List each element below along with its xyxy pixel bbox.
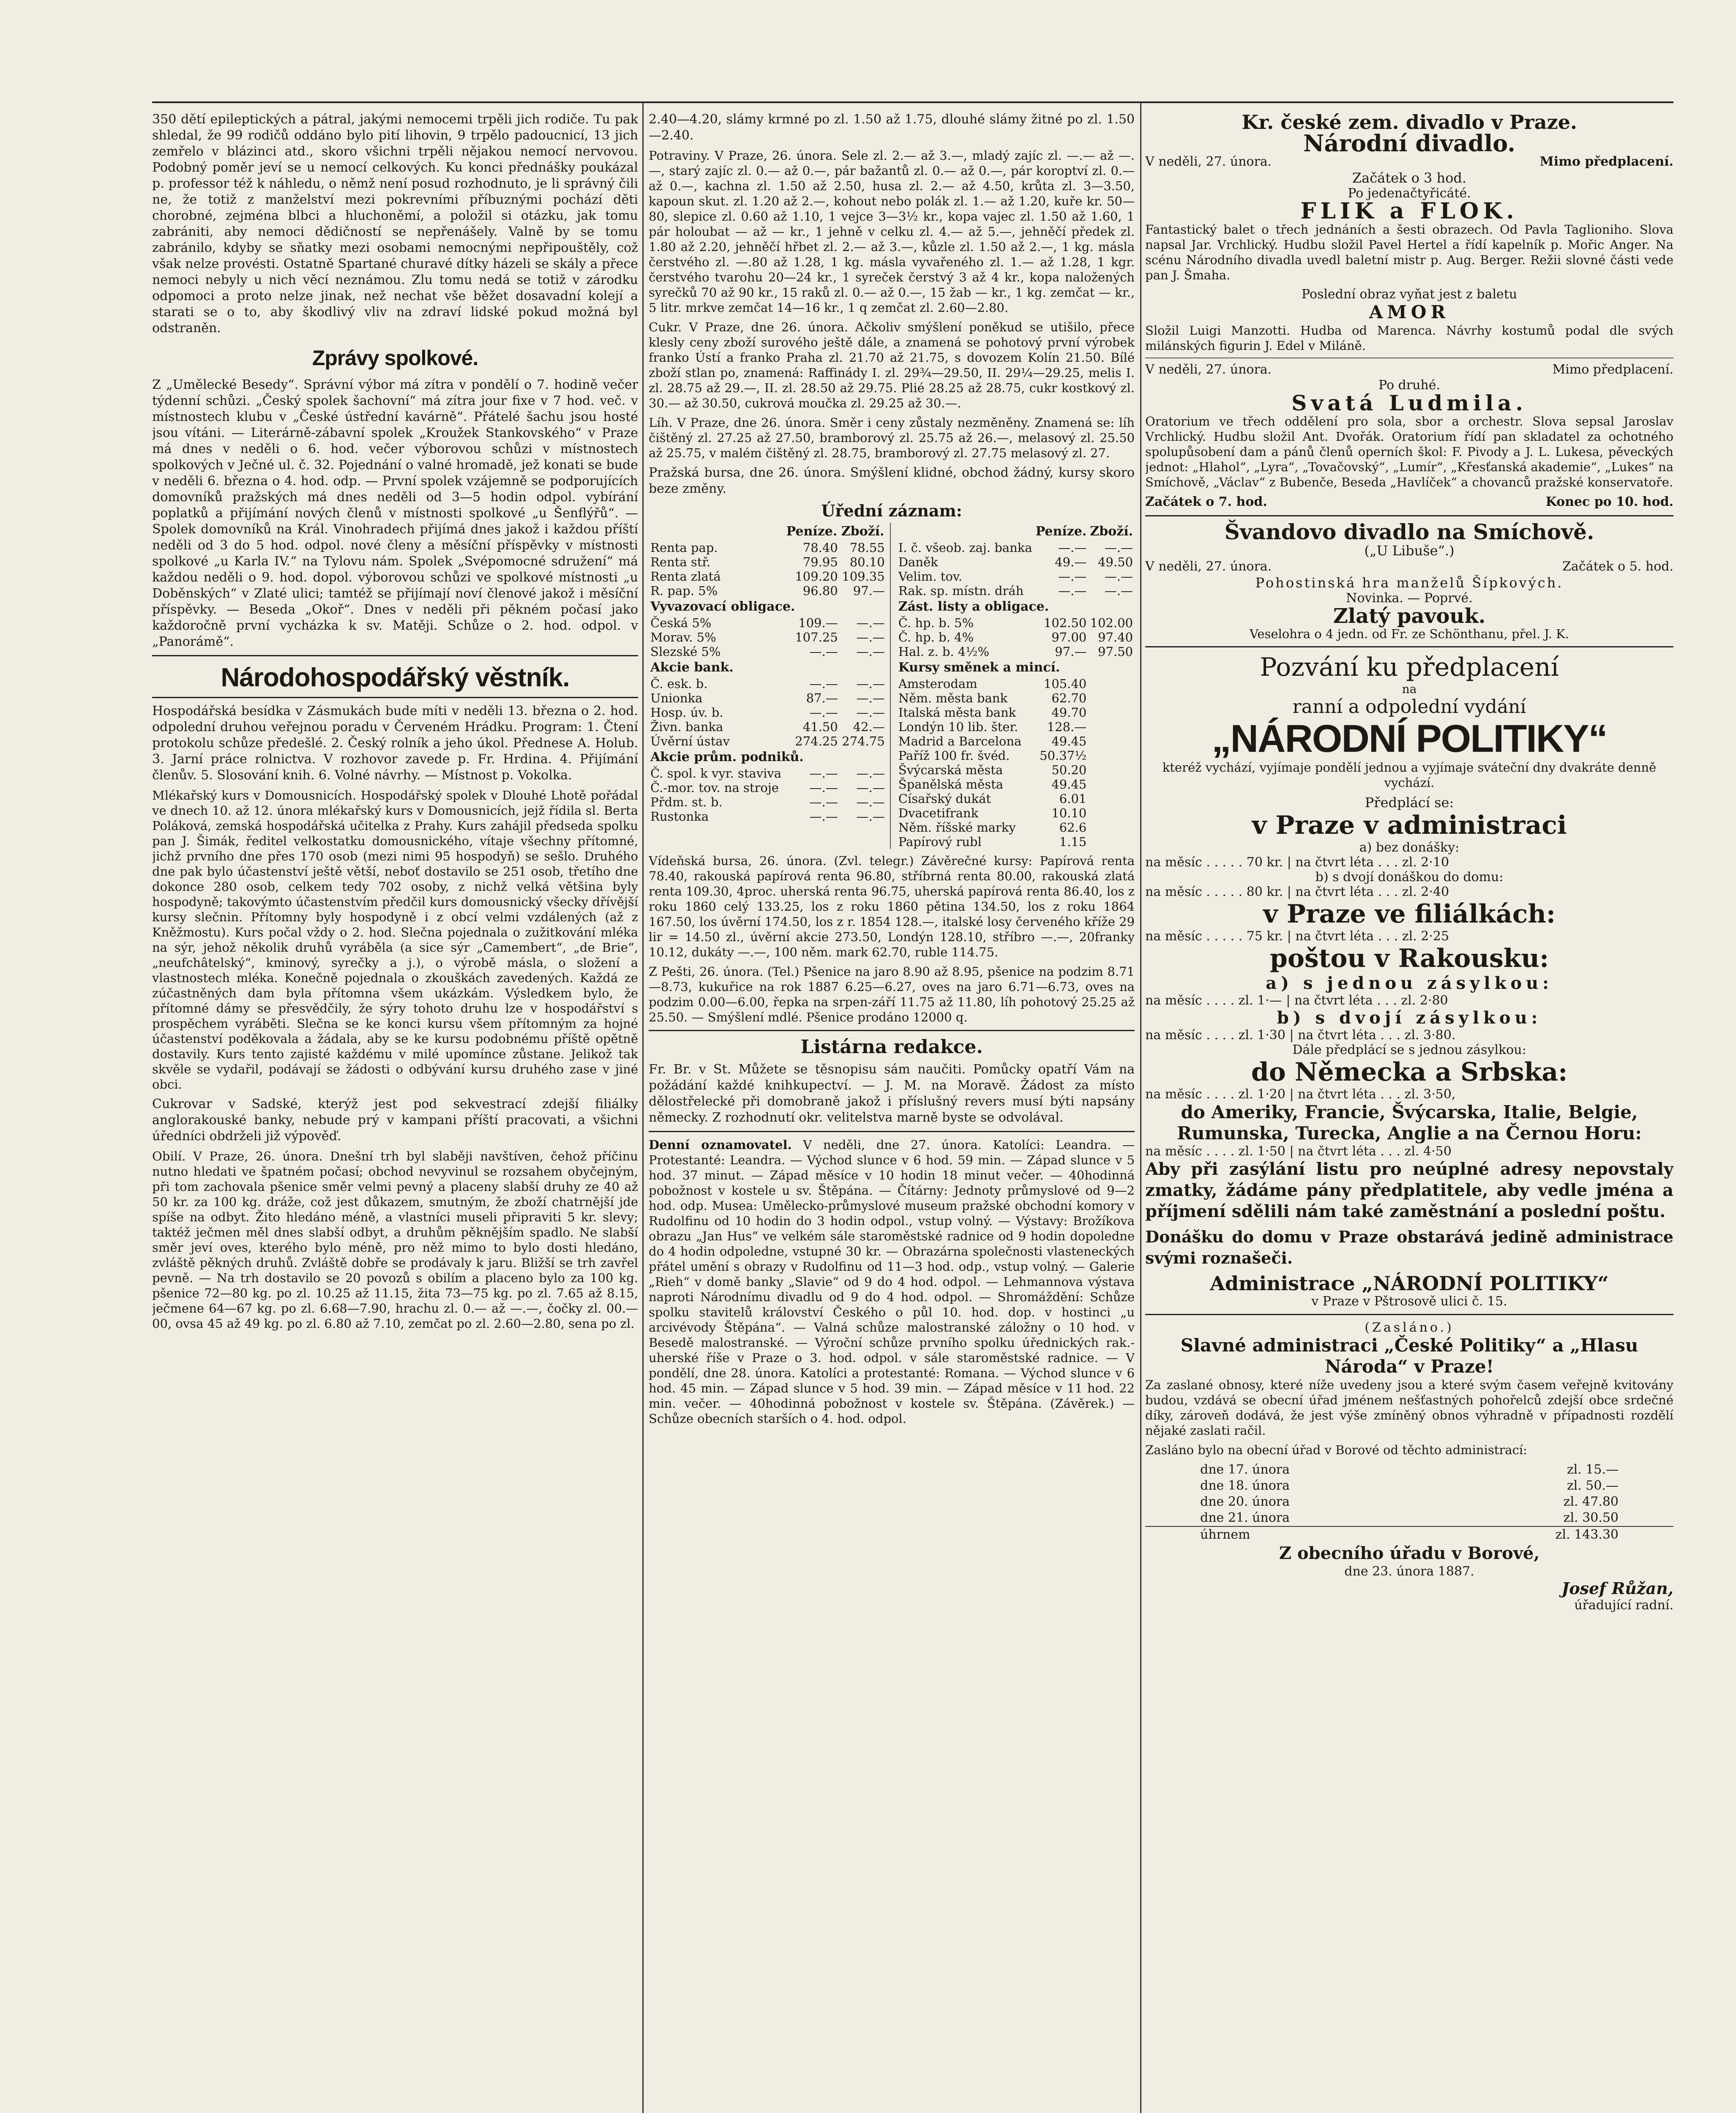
- ledger-date: dne 17. února: [1200, 1462, 1290, 1477]
- divider: [152, 697, 638, 698]
- table-value: —.—: [809, 766, 838, 781]
- table-value: 109.20: [795, 569, 838, 584]
- table-value: 80.10: [849, 555, 885, 569]
- zaslano-label: (Zasláno.): [1365, 1320, 1454, 1335]
- show-title: Svatá Ludmila.: [1291, 390, 1527, 415]
- vestnik-paragraph: Cukrovar v Sadské, kterýž jest pod sekvestrací zdejší filiálky anglorakouské banky, nebude prý v kampani příští pracovati, a všichni úředníci obdrželi již výpověď.: [152, 1097, 638, 1144]
- signature-office: Z obecního úřadu v Borové,: [1279, 1543, 1540, 1563]
- market-text: Z Pešti, 26. února. (Tel.) Pšenice na jaro 8.90 až 8.95, pšenice na podzim 8.71—8.73, kukuřice na rok 1887 6.25—6.27, oves na jaro 6.71—6.73, oves na podzim 0.00—6.00, řepka na srpen-září 11.75 až 11.80, líh pohotový 25.25 až 25.50. — Smýšlení mdlé. Pšenice prodáno 12000 q.: [649, 964, 1135, 1024]
- table-label: Č. hp. b. 5%: [898, 616, 974, 630]
- table-label: Unionka: [650, 691, 703, 705]
- table-value: —.—: [809, 677, 838, 691]
- table-value: —.—: [809, 809, 838, 824]
- table-row: [897, 691, 1135, 705]
- table-value: 42.—: [853, 720, 885, 734]
- show-note: Novinka. — Poprvé.: [1346, 591, 1473, 606]
- table-value: —.—: [856, 616, 885, 630]
- subscription-region: do Německa a Srbska:: [1251, 1057, 1568, 1087]
- table-value: 274.75: [842, 734, 885, 748]
- column-left: [152, 112, 638, 2113]
- show-start: Začátek o 5. hod.: [1562, 559, 1673, 574]
- table-value: 49.50: [1097, 555, 1133, 569]
- table-value: 96.80: [802, 584, 838, 598]
- table-label: Císařský dukát: [898, 792, 991, 806]
- market-text: Líh. V Praze, dne 26. února. Směr i ceny zůstaly nezměněny. Znamená se: líh čištěný zl. 27.25 až 27.50, bramborový zl. 25.75 až 26.—, melasový zl. 25.50 až 25.75, v malém čištěný zl. 28.75, bramborový zl. 27.75 melasový zl. 27.: [649, 415, 1135, 460]
- ledger-row: [1200, 1510, 1619, 1526]
- signature-role: úřadující radní.: [1574, 1598, 1673, 1613]
- table-value: 109.—: [798, 616, 838, 630]
- show-end: Konec po 10. hod.: [1545, 494, 1673, 509]
- table-value: —.—: [856, 644, 885, 659]
- subscription-notice: Donášku do domu v Praze obstarává jedině administrace svými roznašeči.: [1145, 1227, 1673, 1267]
- table-section-title: Zást. listy a obligace.: [898, 599, 1049, 614]
- table-value: 109.35: [842, 569, 885, 584]
- show-title: Zlatý pavouk.: [1333, 604, 1486, 628]
- table-row: [649, 795, 887, 809]
- show-description: Fantastický balet o třech jednáních a šesti obrazech. Od Pavla Taglioniho. Slova napsal Jar. Vrchlický. Hudbu složil Pavel Hertel a řídí kapelník p. Mořic Anger. Na scénu Národního divadla uvedl baletní mistr p. Aug. Berger. Režii slovné části vede pan J. Šmaha.: [1145, 222, 1673, 282]
- divider: [1145, 515, 1673, 516]
- show-date: V neděli, 27. února.: [1145, 154, 1272, 169]
- table-value: —.—: [856, 795, 885, 809]
- table-row: [649, 584, 887, 598]
- table-row: [897, 806, 1135, 820]
- column-middle: [649, 112, 1135, 2113]
- table-row: [649, 677, 887, 691]
- table-row: [897, 777, 1135, 792]
- table-value: 97.—: [1055, 644, 1087, 659]
- theatre-name: Národní divadlo.: [1303, 130, 1515, 157]
- subscription-text: a) s jednou zásylkou:: [1266, 973, 1553, 993]
- ledger-date: dne 18. února: [1200, 1478, 1290, 1493]
- market-text: Cukr. V Praze, dne 26. února. Ačkoliv smýšlení poněkud se utišilo, přece klesly ceny zboží surového ještě dále, a znamená se pohotový první výrobek franko Ústí a franko Praha zl. 21.70 až 21.75, s dovozem Kolín 21.50. Bílé zboží stlan po, znamená: Raffinády I. zl. 29¾—29.50, II. 29¼—29.25, melis I. zl. 28.75 až 29.—, II. zl. 28.50 až 29.75. Plié 28.25 až 28.75, cukr kostkový zl. 30.— až 30.50, cukrová moučka zl. 29.25 až 30.—.: [649, 320, 1135, 410]
- subscription-text: Předplácí se:: [1365, 794, 1454, 811]
- table-label: Renta pap.: [650, 541, 718, 555]
- table-row: [897, 630, 1135, 644]
- show-start: Začátek o 3 hod.: [1352, 170, 1467, 186]
- column-rule: [1140, 103, 1141, 2113]
- table-label: Č.-mor. tov. na stroje: [650, 781, 779, 795]
- section-title-listarna: Listárna redakce.: [800, 1036, 983, 1058]
- table-value: —.—: [1058, 584, 1087, 598]
- market-text: Potraviny. V Praze, 26. února. Sele zl. 2.— až 3.—, mladý zajíc zl. —.— až —.—, starý zajíc zl. 0.— až 0.—, pár bažantů zl. 0.— až 0.—, pár koroptví zl. 0.— až 0.—, kachna zl. 1.50 až 2.50, husa zl. 2.— až 4.50, krůta zl. 3—3.50, kapoun skut. zl. 1.20 až 2.—, kohout nebo polák zl. 1.— až 1.20, kuře kr. 50—80, slepice zl. 0.60 až 1.10, 1 vejce 3—3½ kr., kopa vajec zl. 1.50 až 1.60, 1 pár holoubat — až — kr., 1 jehně v celku zl. 4.— až 5.—, jehněčí předek zl. 1.80 až 2.20, jehněčí hřbet zl. 2.— až 3.—, kůzle zl. 1.50 až 2.—, 1 kg. másla čerstvého zl. —.80 až 1.28, 1 kg. másla vyvařeného zl. 1.— až 1.28, 1 kgr. čerstvého tvarohu 20—24 kr., 1 syreček čerstvý 3 až 4 kr., kopa naložených syrečků 70 až 90 kr., 15 raků zl. 0.— až 0.—, 15 žab — kr., 1 kg. zemčat — kr., 5 litr. mrkve zemčat 14—16 kr., 1 q zemčat zl. 2.60—2.80.: [649, 148, 1135, 315]
- table-value: 102.00: [1090, 616, 1133, 630]
- table-row: [897, 734, 1135, 748]
- theatre-subtitle: („U Libuše“.): [1364, 543, 1455, 559]
- show-performers: Pohostinská hra manželů Šípkových.: [1255, 575, 1564, 591]
- table-value: 49.—: [1055, 555, 1087, 569]
- exchange-table-right: Peníze. Zboží. I. č. všeob. zaj. banka —.— —.— Daněk 49.— 49.50 Velim. tov. —.— —.— Rak. sp. místn. dráh —.— —.— Zást. listy a obligace. Č. hp. b. 5% 102.50 102.00 Č. hp. b. 4% 97.00 97.40 Hal. z. b. 4½% 97.— 97.50 Kursy směnek a mincí. Amsterodam 105.40 Něm. města bank 62.70 Italská města bank 49.70 Londýn 10 lib. šter. 128.— Madrid a Barcelona 49.45 Paříž 100 fr. švéd. 50.37½ Švýcarská města 50.20 Španělská města 49.45 Císařský dukát 6.01 Dvacetifrank 10.10 Něm. říšské marky 62.6 Papírový rubl 1.15: [897, 523, 1135, 849]
- table-row: [897, 555, 1135, 569]
- market-text: Pražská bursa, dne 26. února. Smýšlení klidné, obchod žádný, kursy skoro beze změny.: [649, 465, 1135, 496]
- table-label: R. pap. 5%: [650, 584, 718, 598]
- table-value: 97.—: [853, 584, 885, 598]
- table-label: Rustonka: [650, 809, 709, 824]
- table-row: [649, 644, 887, 659]
- table-label: Amsterodam: [898, 677, 977, 691]
- table-label: Přdm. st. b.: [650, 795, 723, 809]
- ledger-amount: zl. 30.50: [1563, 1510, 1619, 1525]
- table-value: 87.—: [806, 691, 838, 705]
- table-row: [649, 809, 887, 824]
- table-row: [649, 630, 887, 644]
- divider: [1145, 646, 1673, 647]
- ledger-amount: zl. 47.80: [1563, 1494, 1619, 1509]
- table-row: [897, 835, 1135, 849]
- table-label: Hosp. úv. b.: [650, 705, 723, 720]
- table-value: —.—: [809, 705, 838, 720]
- newspaper-name: „NÁRODNÍ POLITIKY“: [1212, 717, 1607, 760]
- table-value: 10.10: [1051, 806, 1087, 820]
- table-value: —.—: [1058, 541, 1087, 555]
- divider: [649, 1030, 1135, 1031]
- vestnik-paragraph: Mlékařský kurs v Domousnicích. Hospodářský spolek v Dlouhé Lhotě pořádal ve dnech 10. až 12. února mlékařský kurs v Domousnicích, jejž řídila sl. Berta Poláková, zemská hospodářská učitelka z Prahy. Kurs zahájil předseda spolku pan J. Šimák, ředitel velkostatku domousnického, vítaje všechny přítomné, jichž prvního dne přes 170 osob (mezi nimi 95 hospodyň) se sešlo. Druhého dne pak bylo účastenství ještě větší, neboť dostavilo se 251 osob, třetího dne dokonce 280 osob, celkem tedy 702 osoby, z nichž velká většina byly hospodyně; takovýmto účastenstvím předčil kurs domousnický všecky dřívější kursy slečnin. Přítomny byly hospodyně i z obcí velmi vzdálených (až z Kněžmostu). Kurs počal vždy o 2. hod. Slečna pojednala o zužitkování mléka na sýr, jehož několik druhů vyráběla (a sice sýr „Camembert“, „de Brie“, „neufchâtelský“, kminový, syrečky a j.), o výrobě másla, o složení a vlastnostech mléka. Konečně pojednala o zkouškách zavedených. Každá ze zúčastněných dam byla přítomna všem ukázkám. Výsledkem bylo, že přítomné dámy se přesvědčily, že sýry tohoto druhu lze v hospodářství s prospěchem vyráběti. Slečna se ke konci kursu všem přítomným za hojné účastenství poděkovala a žádala, aby se ke kursu podobnému příště opětně dostavily. Kurs tento zajisté každému v milé upomínce zůstane. Jelikož tak skvěle se vydařil, podávají se žádosti o odbývání kursu druhého zase v jiné obci.: [152, 788, 638, 1092]
- table-label: Slezské 5%: [650, 644, 721, 659]
- theatre-header: Švandovo divadlo na Smíchově.: [1224, 519, 1594, 544]
- show-subscription: Mimo předplacení.: [1552, 362, 1673, 377]
- table-value: 1.15: [1059, 835, 1087, 849]
- ledger-total-label: úhrnem: [1200, 1527, 1250, 1542]
- table-value: 79.95: [802, 555, 838, 569]
- show-closing: Poslední obraz vyňat jest z baletu: [1301, 287, 1518, 302]
- table-label: Renta zlatá: [650, 569, 721, 584]
- price-line: na měsíc . . . . . 70 kr. | na čtvrt léta . . . zl. 2·10: [1145, 855, 1449, 870]
- table-label: Dvacetifrank: [898, 806, 979, 820]
- subscription-text: kteréž vychází, vyjímaje pondělí jednou a vyjímaje sváteční dny dvakráte denně vychází.: [1162, 760, 1657, 790]
- table-row: [649, 734, 887, 748]
- show-subscription: Mimo předplacení.: [1539, 154, 1673, 169]
- listarna-text: Fr. Br. v St. Můžete se těsnopisu sám naučiti. Pomůcky opatří Vám na požádání každé knihkupectví. — J. M. na Moravě. Žádost za místo dělostřelecké při domobraně jakož i příslušný revers musí býti napsány německy. Z rozhodnutí okr. velitelstva marně byste se odvolával.: [649, 1062, 1135, 1125]
- spolky-text: Z „Umělecké Besedy“. Správní výbor má zítra v pondělí o 7. hodině večer týdenní schůzi. „Český spolek šachovní“ má zítra jour fixe v 7 hod. več. v místnostech klubu v „České ústřední kavárně“. Přátelé šachu jsou hosté jsou vítáni. — Literárně-zábavní spolek „Kroužek Stankovského“ v Praze má dnes v neděli o 6. hod. večer výborovou schůzi v místnostech spolkových v Ječné ul. č. 32. Pojednání o valné hromadě, jež konati se bude v neděli 6. března o 4. hod. odp. — První spolek vzájemně se podporujících domovníků pražských má dnes neděli od 3—5 hodin odpol. vybírání poplatků a přijímání nových členů v místnosti spolkové „u Šenflýřů“. — Spolek domovníků na Král. Vinohradech přijímá dnes jakož i každou příští neděli od 3 do 5 hod. odpol. nové členy a měsíční příspěvky v místnosti spolkové „u Karla IV.“ na Tylovu nám. Spolek „Svépomocné sdružení“ má každou neděli o 9. hod. dopol. výborovou schůzi ve spolkové místnosti „u Doběnských“ v Zlaté ulici; tamtéž se přijímají noví členové jakož i měsíční příspěvky. — Beseda „Okoř“. Dnes v neděli při pěkném počasí jako každoročně první vycházka k sv. Matěji. Schůze o 2. hod. odpol. v „Panorámě“.: [152, 377, 638, 649]
- show-credits: Složil Luigi Manzotti. Hudba od Marenca. Návrhy kostumů podal dle svých milánských figurin J. Edel v Miláně.: [1145, 323, 1673, 353]
- table-row: [649, 541, 887, 555]
- table-value: —.—: [856, 677, 885, 691]
- table-value: —.—: [856, 691, 885, 705]
- show-description: Oratorium ve třech oddělení pro sola, sbor a orchestr. Slova sepsal Jaroslav Vrchlický. Hudbu složil Ant. Dvořák. Oratorium řídí pan skladatel za ochotného spolupůsobení dam a pánů členů operních škol: F. Pivody a J. L. Lukesa, pěveckých jednot: „Hlahol“, „Lyra“, „Tovačovský“, „Lumír“, „Křesťanská akademie“, „Lukes“ na Smíchově, „Václav“ z Bubenče, Beseda „Havlíček“ a chovanců pražské konservatoře.: [1145, 414, 1673, 489]
- table-label: Rak. sp. místn. dráh: [898, 584, 1024, 598]
- show-note: Po jedenačtyřicáté.: [1348, 186, 1471, 201]
- table-row: [897, 705, 1135, 720]
- table-value: 49.45: [1051, 777, 1087, 792]
- newspaper-page: [152, 101, 1673, 2113]
- table-label: Daněk: [898, 555, 938, 569]
- subscription-region: v Praze v administraci: [1252, 811, 1567, 840]
- table-section-title: Akcie bank.: [650, 660, 734, 675]
- denni-text: V neděli, dne 27. února. Katolíci: Leandra. — Protestanté: Leandra. — Východ slunce v 6 hod. 59 min. — Západ slunce v 5 hod. 37 minut. — Západ měsíce v 10 hodin 18 minut večer. — 40hodinná pobožnost v kostele u sv. Štěpána. — Čítárny: Jednoty průmyslové od 9—2 hod. odp. Musea: Umělecko-průmyslové museum pražské obchodní komory v Rudolfinu od 10 hodin do 3 hodin odpol., vstup volný. — Výstavy: Brožíkova obrazu „Jan Hus“ ve velkém sále staroměstské radnice od 9 hodin dopoledne do 4 hodin odpoledne, vstupné 30 kr. — Obrazárna společnosti vlasteneckých přátel umění s obrazy v Rudolfinu od 11—3 hod. odp., vstup volný. — Galerie „Rieh“ v domě banky „Slavie“ od 9 do 4 hod. odpol. — Lehmannova výstava naproti Národnímu divadlu od 9 do 4 hod. odpol. — Shromáždění: Schůze spolku stavitelů království Českého o půl 10. hod. dop. v hostinci „u arcivévody Štěpána“. — Valná schůze malostranské záložny o 10 hod. v Besedě malostranské. — Výroční schůze prvního spolku úřednických rak.-uherské říše v Praze o 3. hod. odpol. v sále staroměstské radnice. — V pondělí, dne 28. února. Katolíci a protestanté: Romana. — Východ slunce v 6 hod. 45 min. — Západ slunce v 5 hod. 39 min. — Západ měsíce v 11 hod. 22 min. večer. — 40hodinná pobožnost v kostele sv. Štěpána. (Závěrek.) — Schůze obecních starších o 4. hod. odpol.: [649, 1138, 1135, 1426]
- table-section-title: Vyvazovací obligace.: [650, 599, 795, 614]
- ledger-date: dne 20. února: [1200, 1494, 1290, 1509]
- divider: [649, 1131, 1135, 1132]
- table-label: Česká 5%: [650, 616, 712, 630]
- table-row: [897, 584, 1135, 598]
- table-value: —.—: [1104, 584, 1133, 598]
- table-section-title: Akcie prům. podniků.: [650, 750, 804, 764]
- price-line: na měsíc . . . . zl. 1·20 | na čtvrt léta . . . zl. 3·50,: [1145, 1087, 1456, 1102]
- table-value: 50.20: [1051, 763, 1087, 777]
- table-label: Živn. banka: [650, 720, 723, 734]
- table-value: —.—: [856, 781, 885, 795]
- price-line: na měsíc . . . . . 75 kr. | na čtvrt léta . . . zl. 2·25: [1145, 929, 1449, 944]
- table-label: Úvěrní ústav: [650, 734, 730, 748]
- signature-date: dne 23. února 1887.: [1344, 1564, 1474, 1579]
- table-label: Paříž 100 fr. švéd.: [898, 748, 1010, 763]
- subscription-text: Dále předplácí se s jednou zásylkou:: [1292, 1043, 1526, 1057]
- table-label: Č. esk. b.: [650, 677, 708, 691]
- zaslano-text: Zasláno bylo na obecní úřad v Borové od těchto administrací:: [1145, 1443, 1527, 1457]
- table-row: [649, 691, 887, 705]
- donation-ledger: [1145, 1462, 1673, 1526]
- show-title: FLIK a FLOK.: [1300, 198, 1518, 224]
- price-line: na měsíc . . . . zl. 1·30 | na čtvrt léta . . . zl. 3·80.: [1145, 1028, 1456, 1043]
- show-date: V neděli, 27. února.: [1145, 559, 1272, 574]
- table-row: [897, 792, 1135, 806]
- table-section-title: Kursy směnek a mincí.: [898, 660, 1060, 675]
- show-description: Veselohra o 4 jedn. od Fr. ze Schönthanu, přel. J. K.: [1250, 627, 1569, 641]
- price-line: na měsíc . . . . . 80 kr. | na čtvrt léta . . . zl. 2·40: [1145, 885, 1449, 899]
- exchange-title: Úřední záznam:: [821, 501, 962, 520]
- zaslano-title: Slavné administraci „České Politiky“ a „Hlasu Národa“ v Praze!: [1180, 1335, 1638, 1377]
- table-value: —.—: [809, 644, 838, 659]
- exchange-tables: [649, 523, 1135, 849]
- denni-title: Denní oznamovatel.: [649, 1138, 792, 1152]
- ledger-amount: zl. 15.—: [1567, 1462, 1619, 1477]
- table-label: Morav. 5%: [650, 630, 716, 644]
- table-row: [649, 766, 887, 781]
- table-label: Č. spol. k vyr. staviva: [650, 766, 782, 781]
- subscription-text: ranní a odpolední vydání: [1292, 696, 1526, 718]
- table-value: —.—: [809, 795, 838, 809]
- subscription-text: a) bez donášky:: [1359, 840, 1460, 855]
- column-rule: [642, 103, 644, 2113]
- ledger-row: [1200, 1462, 1619, 1478]
- table-value: 97.00: [1051, 630, 1087, 644]
- theatre-header: Kr. české zem. divadlo v Praze.: [1242, 112, 1577, 134]
- table-value: 78.40: [802, 541, 838, 555]
- table-label: Španělská města: [898, 777, 1004, 792]
- subscription-text: na: [1402, 682, 1417, 696]
- table-row: [649, 616, 887, 630]
- table-label: Italská města bank: [898, 705, 1016, 720]
- table-row: [897, 763, 1135, 777]
- table-label: Velim. tov.: [898, 569, 962, 584]
- table-label: Švýcarská města: [898, 763, 1003, 777]
- table-row: [897, 720, 1135, 734]
- ledger-date: dne 21. února: [1200, 1510, 1290, 1525]
- table-value: 128.—: [1047, 720, 1087, 734]
- exchange-table-left: Peníze. Zboží. Renta pap. 78.40 78.55 Renta stř. 79.95 80.10 Renta zlatá 109.20 109.35 R. pap. 5% 96.80 97.— Vyvazovací obligace. Česká 5% 109.— —.— Morav. 5% 107.25 —.— Slezské 5% —.— —.— Akcie bank. Č. esk. b. —.— —.— Unionka 87.— —.— Hosp. úv. b. —.— —.— Živn. banka 41.50 42.— Úvěrní ústav 274.25 274.75 Akcie prům. podniků. Č. spol. k vyr. staviva —.— —.— Č.-mor. tov. na stroje —.— —.— Přdm. st. b. —.— —.— Rustonka —.— —.—: [649, 523, 887, 824]
- table-value: —.—: [1058, 569, 1087, 584]
- table-value: 274.25: [795, 734, 838, 748]
- divider: [1145, 1314, 1673, 1315]
- price-line: na měsíc . . . . zl. 1·— | na čtvrt léta . . . zl. 2·80: [1145, 993, 1448, 1008]
- zaslano-text: Za zaslané obnosy, které níže uvedeny jsou a které svým časem veřejně kvitovány budou, vzdává se obecní úřad jménem nešťastných pohořelců zdejší obce srdečné díky, zároveň dodává, že jest výše zmíněný obnos výhradně v případnosti rozdělí nějaké zaslati račil.: [1145, 1378, 1673, 1438]
- table-value: 49.45: [1051, 734, 1087, 748]
- table-value: —.—: [1104, 541, 1133, 555]
- table-value: —.—: [856, 630, 885, 644]
- table-label: Něm. říšské marky: [898, 820, 1016, 835]
- table-label: Něm. města bank: [898, 691, 1008, 705]
- ledger-amount: zl. 50.—: [1567, 1478, 1619, 1493]
- table-value: 105.40: [1043, 677, 1087, 691]
- subscription-region: poštou v Rakousku:: [1269, 944, 1549, 973]
- table-value: —.—: [856, 705, 885, 720]
- show-date: V neděli, 27. února.: [1145, 362, 1272, 377]
- ledger-total: zl. 143.30: [1555, 1527, 1619, 1542]
- table-label: Londýn 10 lib. šter.: [898, 720, 1018, 734]
- table-value: 97.40: [1097, 630, 1133, 644]
- section-title-vestnik: Národohospodářský věstník.: [221, 663, 570, 692]
- table-row: [649, 720, 887, 734]
- subscription-text: b) s dvojí donáškou do domu:: [1315, 870, 1504, 885]
- table-label: I. č. všeob. zaj. banka: [898, 541, 1032, 555]
- divider: [152, 655, 638, 656]
- table-row: [897, 616, 1135, 630]
- table-row: [649, 705, 887, 720]
- ledger-row: [1200, 1494, 1619, 1510]
- signature-name: Josef Růžan,: [1561, 1579, 1673, 1598]
- table-value: —.—: [856, 766, 885, 781]
- table-row: [897, 541, 1135, 555]
- market-text: 2.40—4.20, slámy krmné po zl. 1.50 až 1.75, dlouhé slámy žitné po zl. 1.50—2.40.: [649, 112, 1135, 143]
- table-value: 102.50: [1043, 616, 1087, 630]
- table-value: 6.01: [1059, 792, 1087, 806]
- table-label: Papírový rubl: [898, 835, 982, 849]
- ledger-row: [1200, 1478, 1619, 1494]
- article-intro: 350 dětí epileptických a pátral, jakými nemocemi trpěli jich rodiče. Tu pak shledal, že 99 rodičů oddáno bylo pití lihovin, 9 trpělo padoucnicí, 13 jich zemřelo v blázinci atd., skoro všichni trpěli nějakou nemocí nervovou. Podobný poměr jeví se u nemocí celkových. Ku konci přednášky poukázal p. professor též k náhledu, o němž není posud rozhodnuto, je li správný čili ne, že totiž z manželství mezi pokrevními příbuznými pochází děti chorobné, zejména blbci a hluchoněmí, a položil si otázku, jak tomu zabrániti, aby nemoci dědičností se nepřenášely. Valně by se tomu zabránilo, kdyby se sňatky mezi osobami nemocnými nepřipouštěly, což však nelze provésti. Ostatně Spartané churavé dítky házeli se skály a přece nemoci nebyly u nich věcí neznámou. Zlu tomu nedá se totiž v zárodku odpomoci a proto nelze jinak, než nechat vše běžet dosavadní kolejí a starati se o to, aby škodlivý vliv na zdraví lidské pokud možná byl odstraněn.: [152, 112, 638, 336]
- column-right: [1145, 112, 1673, 2113]
- table-value: 62.70: [1051, 691, 1087, 705]
- table-label: Renta stř.: [650, 555, 711, 569]
- table-row: [649, 555, 887, 569]
- table-value: 41.50: [802, 720, 838, 734]
- table-value: 49.70: [1051, 705, 1087, 720]
- section-title-spolky: Zprávy spolkové.: [312, 346, 478, 370]
- show-subtitle: AMOR: [1369, 302, 1450, 322]
- table-row: [897, 569, 1135, 584]
- table-value: 107.25: [795, 630, 838, 644]
- table-row: [897, 748, 1135, 763]
- table-value: 50.37½: [1040, 748, 1087, 763]
- table-label: Č. hp. b. 4%: [898, 630, 974, 644]
- table-row: [897, 820, 1135, 835]
- table-label: Hal. z. b. 4½%: [898, 644, 989, 659]
- administration-name: Administrace „NÁRODNÍ POLITIKY“: [1210, 1272, 1609, 1295]
- administration-address: v Praze v Pštrosově ulici č. 15.: [1311, 1294, 1507, 1309]
- subscription-notice: Aby při zasýlání listu pro neúplné adresy nepovstaly zmatky, žádáme pány předplatitele, aby vedle jména a příjmení sdělili nám také zaměstnání a poslední poštu.: [1145, 1159, 1673, 1221]
- subscription-region: v Praze ve filiálkách:: [1263, 899, 1556, 929]
- price-line: na měsíc . . . . zl. 1·50 | na čtvrt léta . . . zl. 4·50: [1145, 1144, 1452, 1159]
- table-value: —.—: [809, 781, 838, 795]
- subscription-region: do Ameriky, Francie, Švýcarska, Italie, Belgie, Rumunska, Turecka, Anglie a na Černou Horu:: [1177, 1102, 1642, 1144]
- table-row: [649, 569, 887, 584]
- vestnik-paragraph: Hospodářská besídka v Zásmukách bude míti v neděli 13. března o 2. hod. odpolední druhou veřejnou poradu v Červeném Hrádku. Program: 1. Čtení protokolu schůze předešlé. 2. Český rolník a jeho úkol. Přednese A. Holub. 3. Jarní práce rolnictva. V rozhovor zavede p. Fr. Hrdina. 4. Přijímání členův. 5. Slosování knih. 6. Volné návrhy. — Místnost p. Vokolka.: [152, 704, 638, 783]
- table-value: 78.55: [849, 541, 885, 555]
- table-row: [897, 677, 1135, 691]
- table-value: 62.6: [1059, 820, 1087, 835]
- table-value: —.—: [1104, 569, 1133, 584]
- table-row: [897, 644, 1135, 659]
- table-value: —.—: [856, 809, 885, 824]
- subscription-text: b) s dvojí zásylkou:: [1277, 1008, 1542, 1028]
- show-start: Začátek o 7. hod.: [1145, 494, 1267, 509]
- table-value: 97.50: [1097, 644, 1133, 659]
- table-label: Madrid a Barcelona: [898, 734, 1022, 748]
- subscription-title: Pozvání ku předplacení: [1260, 652, 1559, 682]
- vestnik-paragraph: Obilí. V Praze, 26. února. Dnešní trh byl slaběji navštíven, čehož příčinu nutno hledati ve špatném počasí; obchod nevyvinul se rozsahem obyčejným, při tom zachovala pšenice směr velmi pevný a placeny slabší druhy ze 40 až 50 kr. za 100 kg. dráže, což jest důkazem, smutným, že zboží chatrnější jde spíše na odbyt. Žito hledáno méně, a vlastníci museli připraviti 5 kr. slevy; taktéž ječmen měl dnes slabší odbyt, a druhům pěknějším spadlo. Ne slabší směr jeví oves, kterého bylo méně, pro něž mimo to bylo dosti hledáno, zvláště pěkných druhů. Zvláště dobře se prodávaly k jaru. Bližší se trh zavřel pevně. — Na trh dostavilo se 20 povozů s obilím a placeno bylo za 100 kg. pšenice 72—80 kg. po zl. 10.25 až 11.15, žita 73—75 kg. po zl. 7.65 až 8.15, ječmene 64—67 kg. po zl. 6.68—7.90, hrachu zl. 0.— až —.—, čočky zl. 00.—00, ovsa 45 až 49 kg. po zl. 6.80 až 7.10, zemčat po zl. 2.60—2.80, sena po zl.: [152, 1149, 638, 1331]
- show-note: Po druhé.: [1378, 378, 1441, 393]
- market-text: Vídeňská bursa, 26. února. (Zvl. telegr.) Závěrečné kursy: Papírová renta 78.40, rakouská papírová renta 96.80, stříbrná renta 80.00, rakouská zlatá renta 109.30, 4proc. uherská renta 96.75, uherská papírová renta 86.40, los z roku 1860 celý 133.25, los z roku 1860 pětina 134.50, los z roku 1864 167.50, los úvěrní 174.50, los z r. 1854 128.—, italské losy červeného kříže 29 lir = 14.50 zl., úvěrní akcie 273.50, Londýn 128.10, stříbro —.—, 20franky 10.12, dukáty —.—, 100 něm. mark 62.70, ruble 114.75.: [649, 854, 1135, 959]
- table-row: [649, 781, 887, 795]
